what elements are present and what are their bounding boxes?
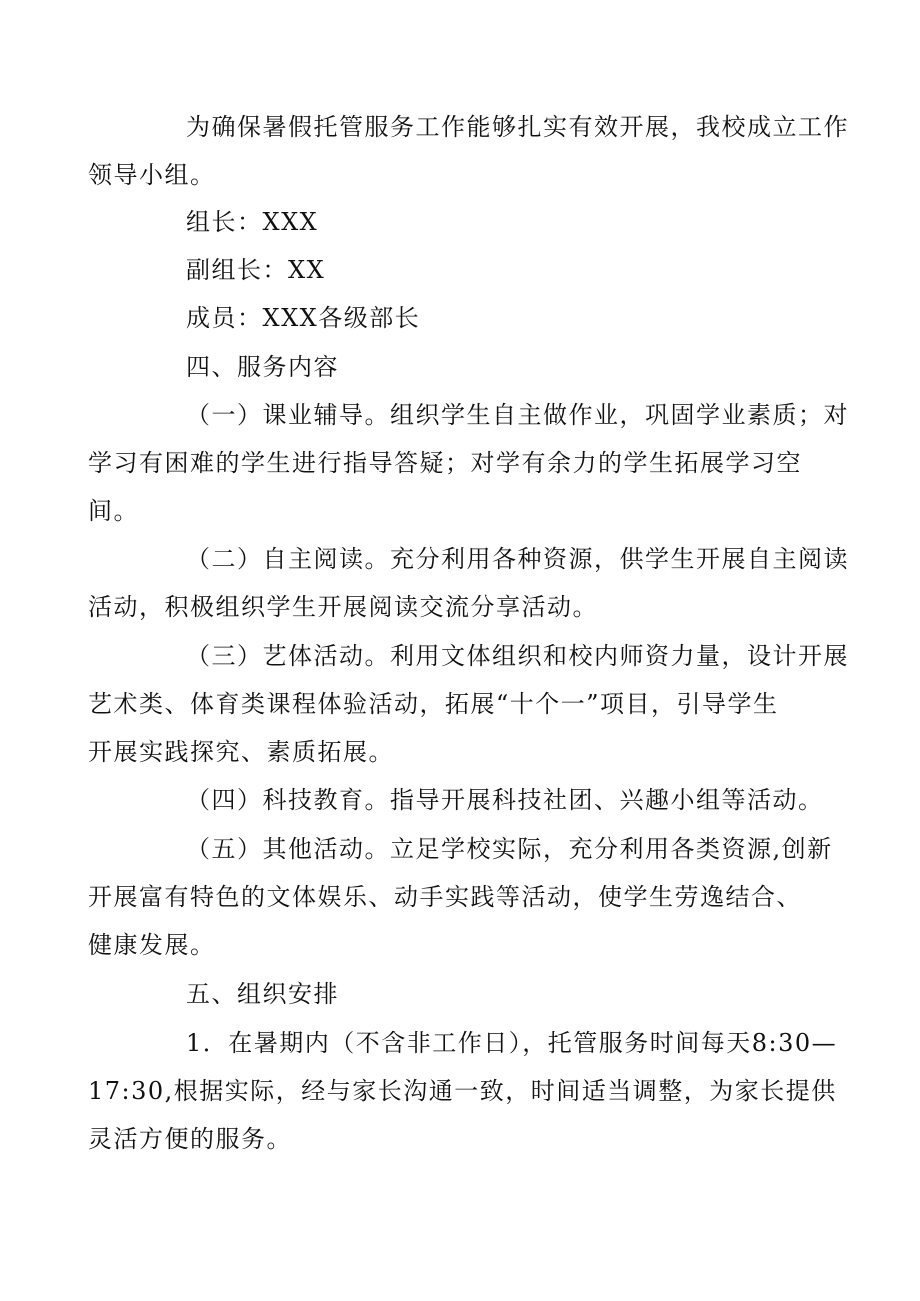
text-line: 组长：XXX xyxy=(186,208,319,236)
paragraph-item-4 xyxy=(137,776,824,824)
text-line: 艺术类、体育类课程体验活动，拓展“十个一”项目，引导学生 xyxy=(88,690,779,718)
text-line: 活动，积极组织学生开展阅读交流分享活动。 xyxy=(88,593,598,621)
paragraph-leader xyxy=(137,198,797,246)
text-line: （四）科技教育。指导开展科技社团、兴趣小组等活动。 xyxy=(186,786,824,814)
text-line: 17:30,根据实际，经与家长沟通一致，时间适当调整，为家长提供 xyxy=(88,1077,837,1105)
text-line: 1．在暑期内（不含非工作日），托管服务时间每天8:30— xyxy=(186,1029,838,1057)
text-line: （三）艺体活动。利用文体组织和校内师资力量，设计开展 xyxy=(186,642,849,670)
text-line: 五、组织安排 xyxy=(186,980,339,1008)
section-heading-5 xyxy=(137,970,797,1018)
paragraph-item-1 xyxy=(88,391,849,535)
text-line: 间。 xyxy=(88,497,139,525)
paragraph-item-3 xyxy=(88,632,849,776)
paragraph-item-2 xyxy=(88,535,849,631)
text-line: （一）课业辅导。组织学生自主做作业，巩固学业素质；对 xyxy=(186,401,849,429)
text-line: 健康发展。 xyxy=(88,931,216,959)
text-line: （五）其他活动。立足学校实际，充分利用各类资源,创新 xyxy=(186,835,833,863)
text-line: 成员：XXX各级部长 xyxy=(186,304,421,332)
text-line: 灵活方便的服务。 xyxy=(88,1125,292,1153)
text-line: （二）自主阅读。充分利用各种资源，供学生开展自主阅读 xyxy=(186,545,849,573)
text-line: 为确保暑假托管服务工作能够扎实有效开展，我校成立工作 xyxy=(186,113,849,141)
section-heading-4 xyxy=(137,343,797,391)
text-line: 副组长：XX xyxy=(186,256,326,284)
paragraph-item-5 xyxy=(88,825,833,969)
paragraph-intro xyxy=(88,103,849,199)
paragraph-members xyxy=(137,294,797,342)
text-line: 开展实践探究、素质拓展。 xyxy=(88,738,394,766)
paragraph-deputy xyxy=(137,246,797,294)
text-line: 学习有困难的学生进行指导答疑；对学有余力的学生拓展学习空 xyxy=(88,449,802,477)
text-line: 四、服务内容 xyxy=(186,353,339,381)
paragraph-arrangement-1 xyxy=(88,1019,838,1163)
text-line: 开展富有特色的文体娱乐、动手实践等活动，使学生劳逸结合、 xyxy=(88,883,802,911)
text-line: 领导小组。 xyxy=(88,161,216,189)
